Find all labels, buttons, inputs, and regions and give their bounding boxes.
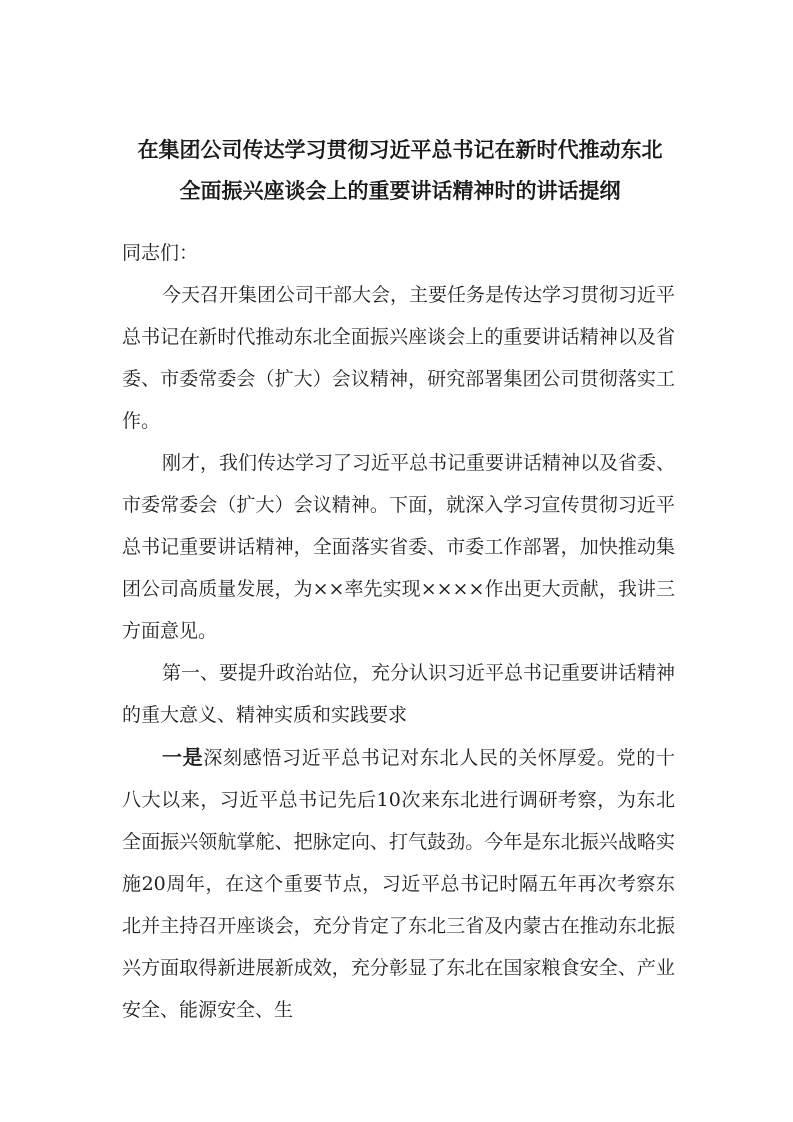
point-one-paragraph: [122, 736, 675, 1031]
section-heading-1: 第一、要提升政治站位，充分认识习近平总书记重要讲话精神的重大意义、精神实质和实践要求: [122, 662, 676, 726]
document-title-line-1: 在集团公司传达学习贯彻习近平总书记在新时代推动东北: [137, 137, 663, 162]
document-body: [122, 232, 675, 1031]
salutation: 同志们：: [122, 242, 199, 264]
point-one-text: 深刻感悟习近平总书记对东北人民的关怀厚爱。党的十八大以来，习近平总书记先后10次来东北进行调研考察，为东北全面振兴领航掌舵、把脉定向、打气鼓劲。今年是东北振兴战略实施20周年，在这个重要节点，习近平总书记时隔五年再次考察东北并主持召开座谈会，充分肯定了东北三省及内蒙古在推动东北振兴方面取得新进展新成效，充分彰显了东北在国家粮食安全、产业安全、能源安全、生: [122, 747, 675, 1021]
paragraph-intro: 今天召开集团公司干部大会，主要任务是传达学习贯彻习近平总书记在新时代推动东北全面振兴座谈会上的重要讲话精神以及省委、市委常委会（扩大）会议精神，研究部署集团公司贯彻落实工作。: [122, 284, 676, 432]
point-one-lead: 一是: [162, 745, 204, 769]
paragraph-overview: 刚才，我们传达学习了习近平总书记重要讲话精神以及省委、市委常委会（扩大）会议精神。下面，就深入学习宣传贯彻习近平总书记重要讲话精神，全面落实省委、市委工作部署，加快推动集团公司高质量发展，为××率先实现××××作出更大贡献，我讲三方面意见。: [122, 452, 676, 642]
document-title-line-2: 全面振兴座谈会上的重要讲话精神时的讲话提纲: [179, 178, 621, 203]
